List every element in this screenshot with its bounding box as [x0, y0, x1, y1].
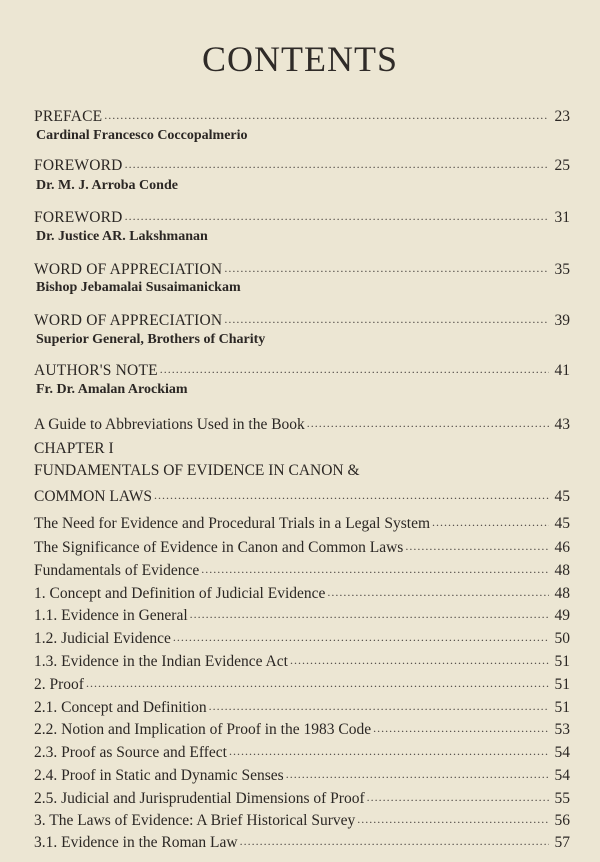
- toc-label: 2.1. Concept and Definition: [34, 699, 207, 716]
- toc-entry[interactable]: [34, 649, 570, 671]
- toc-label: 3.1. Evidence in the Roman Law: [34, 834, 238, 851]
- toc-label: 2. Proof: [34, 676, 84, 693]
- toc-entry[interactable]: [34, 717, 570, 739]
- toc-entry[interactable]: [34, 740, 570, 762]
- toc-label: Fundamentals of Evidence: [34, 562, 200, 579]
- toc-page-number: 45: [554, 488, 570, 505]
- dot-leader: [190, 607, 549, 622]
- toc-row-appreciation-1[interactable]: [34, 257, 570, 279]
- dot-leader: [357, 812, 549, 827]
- toc-page-number: 51: [554, 676, 570, 693]
- dot-leader: [307, 416, 549, 431]
- toc-page-number: 57: [554, 834, 570, 851]
- toc-page-number: 48: [554, 562, 570, 579]
- dot-leader: [201, 562, 549, 577]
- dot-leader: [373, 721, 549, 736]
- toc-label: A Guide to Abbreviations Used in the Book: [34, 416, 305, 433]
- toc-entry[interactable]: [34, 672, 570, 694]
- dot-leader: [224, 312, 549, 327]
- toc-label: PREFACE: [34, 108, 103, 125]
- dot-leader: [86, 676, 549, 691]
- toc-page-number: 41: [554, 362, 570, 379]
- dot-leader: [367, 790, 549, 805]
- toc-label: 2.3. Proof as Source and Effect: [34, 744, 227, 761]
- toc-label: 1. Concept and Definition of Judicial Evidence: [34, 585, 326, 602]
- toc-row-abbreviations[interactable]: [34, 412, 570, 434]
- dot-leader: [405, 539, 549, 554]
- dot-leader: [286, 767, 549, 782]
- dot-leader: [160, 362, 549, 377]
- toc-entry[interactable]: [34, 558, 570, 580]
- chapter-title-line1: FUNDAMENTALS OF EVIDENCE IN CANON &: [34, 462, 360, 479]
- toc-page-number: 51: [554, 653, 570, 670]
- toc-author: Dr. M. J. Arroba Conde: [36, 178, 178, 193]
- dot-leader: [229, 744, 549, 759]
- toc-entry[interactable]: [34, 626, 570, 648]
- page-title: CONTENTS: [202, 39, 398, 79]
- toc-page-number: 51: [554, 699, 570, 716]
- dot-leader: [240, 834, 549, 849]
- toc-page-number: 25: [554, 157, 570, 174]
- chapter-number: CHAPTER I: [34, 440, 114, 457]
- toc-author: Bishop Jebamalai Susaimanickam: [36, 280, 241, 295]
- toc-page-number: 53: [554, 721, 570, 738]
- toc-page-number: 31: [554, 209, 570, 226]
- dot-leader: [327, 585, 549, 600]
- toc-row-authors-note[interactable]: [34, 358, 570, 380]
- toc-page-number: 45: [554, 515, 570, 532]
- toc-label: 2.2. Notion and Implication of Proof in the 1983 Code: [34, 721, 372, 738]
- toc-row-chapter-1[interactable]: [34, 484, 570, 506]
- toc-label: WORD OF APPRECIATION: [34, 312, 223, 329]
- toc-label: FOREWORD: [34, 157, 123, 174]
- toc-page-number: 55: [554, 790, 570, 807]
- toc-row-appreciation-2[interactable]: [34, 308, 570, 330]
- toc-author: Dr. Justice AR. Lakshmanan: [36, 229, 208, 244]
- toc-page-number: 56: [554, 812, 570, 829]
- toc-page-number: 50: [554, 630, 570, 647]
- dot-leader: [125, 157, 549, 172]
- toc-entry[interactable]: [34, 808, 570, 830]
- toc-label: WORD OF APPRECIATION: [34, 261, 223, 278]
- toc-page-number: 43: [554, 416, 570, 433]
- toc-label: The Need for Evidence and Procedural Trials in a Legal System: [34, 515, 430, 532]
- dot-leader: [224, 261, 549, 276]
- toc-page-number: 39: [554, 312, 570, 329]
- dot-leader: [432, 515, 549, 530]
- toc-label: 1.2. Judicial Evidence: [34, 630, 171, 647]
- toc-author: Superior General, Brothers of Charity: [36, 332, 266, 347]
- toc-label: 2.5. Judicial and Jurisprudential Dimensions of Proof: [34, 790, 365, 807]
- toc-entry[interactable]: [34, 830, 570, 852]
- dot-leader: [173, 630, 549, 645]
- toc-label: The Significance of Evidence in Canon and Common Laws: [34, 539, 404, 556]
- toc-author: Cardinal Francesco Coccopalmerio: [36, 128, 248, 143]
- toc-entry[interactable]: [34, 786, 570, 808]
- toc-label: FOREWORD: [34, 209, 123, 226]
- toc-page-number: 46: [554, 539, 570, 556]
- toc-entry[interactable]: [34, 695, 570, 717]
- dot-leader: [154, 488, 549, 503]
- toc-entry[interactable]: [34, 603, 570, 625]
- toc-entry[interactable]: [34, 535, 570, 557]
- dot-leader: [104, 108, 549, 123]
- toc-label: 3. The Laws of Evidence: A Brief Historical Survey: [34, 812, 356, 829]
- dot-leader: [290, 653, 549, 668]
- toc-entry[interactable]: [34, 511, 570, 533]
- toc-label: 2.4. Proof in Static and Dynamic Senses: [34, 767, 284, 784]
- toc-page-number: 23: [554, 108, 570, 125]
- chapter-title-line2: COMMON LAWS: [34, 488, 153, 505]
- dot-leader: [125, 209, 549, 224]
- dot-leader: [209, 699, 549, 714]
- toc-entry[interactable]: [34, 581, 570, 603]
- toc-author: Fr. Dr. Amalan Arockiam: [36, 382, 188, 397]
- toc-row-foreword-2[interactable]: [34, 205, 570, 227]
- toc-page-number: 54: [554, 744, 570, 761]
- toc-page-number: 49: [554, 607, 570, 624]
- toc-label: 1.3. Evidence in the Indian Evidence Act: [34, 653, 288, 670]
- toc-entry[interactable]: [34, 763, 570, 785]
- toc-row-foreword-1[interactable]: [34, 153, 570, 175]
- toc-page-number: 48: [554, 585, 570, 602]
- toc-page-number: 35: [554, 261, 570, 278]
- toc-row-preface[interactable]: [34, 104, 570, 126]
- toc-page-number: 54: [554, 767, 570, 784]
- toc-label: 1.1. Evidence in General: [34, 607, 188, 624]
- toc-label: AUTHOR'S NOTE: [34, 362, 158, 379]
